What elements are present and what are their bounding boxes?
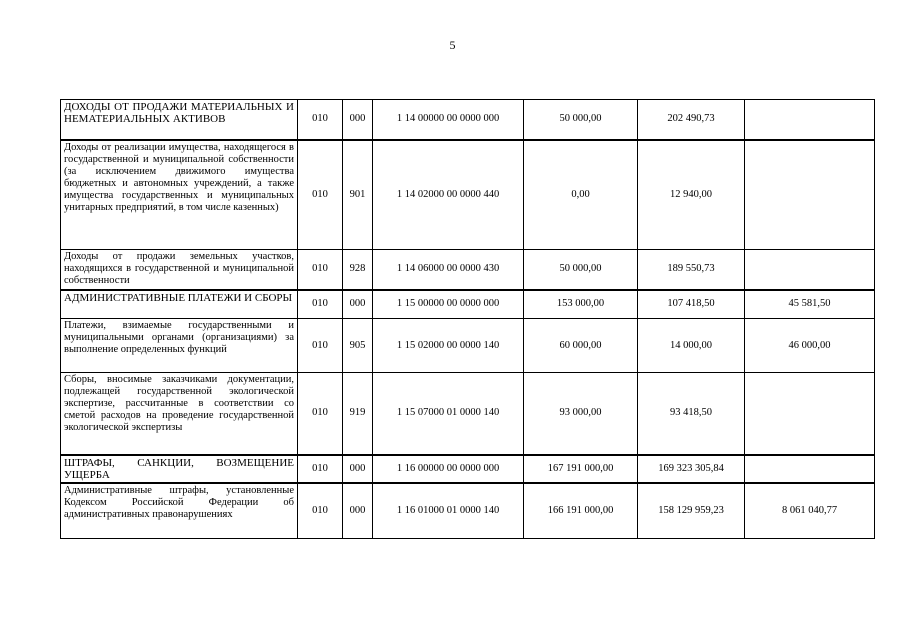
row-actual: 169 323 305,84 <box>638 455 745 483</box>
table-row <box>61 290 875 319</box>
row-code1: 010 <box>298 455 343 483</box>
row-kbk: 1 14 00000 00 0000 000 <box>373 100 524 140</box>
row-actual: 189 550,73 <box>638 250 745 290</box>
row-actual: 93 418,50 <box>638 373 745 455</box>
row-code1: 010 <box>298 140 343 250</box>
row-actual: 158 129 959,23 <box>638 483 745 539</box>
row-remainder <box>745 455 875 483</box>
row-code2: 000 <box>343 455 373 483</box>
row-remainder: 46 000,00 <box>745 319 875 373</box>
table-row <box>61 455 875 483</box>
row-code2: 928 <box>343 250 373 290</box>
row-actual: 107 418,50 <box>638 290 745 319</box>
row-kbk: 1 14 02000 00 0000 440 <box>373 140 524 250</box>
row-plan: 50 000,00 <box>524 100 638 140</box>
row-code2: 901 <box>343 140 373 250</box>
row-code1: 010 <box>298 290 343 319</box>
table-row <box>61 140 875 250</box>
row-actual: 14 000,00 <box>638 319 745 373</box>
row-plan: 0,00 <box>524 140 638 250</box>
table-row <box>61 319 875 373</box>
table-row <box>61 483 875 539</box>
row-plan: 50 000,00 <box>524 250 638 290</box>
row-kbk: 1 15 00000 00 0000 000 <box>373 290 524 319</box>
row-code2: 000 <box>343 290 373 319</box>
row-plan: 60 000,00 <box>524 319 638 373</box>
row-code2: 000 <box>343 483 373 539</box>
row-actual: 202 490,73 <box>638 100 745 140</box>
row-remainder: 45 581,50 <box>745 290 875 319</box>
row-description: Доходы от продажи земельных участков, находящихся в государственной и муниципальной собственности <box>61 250 298 290</box>
row-description: Административные штрафы, установленные Кодексом Российской Федерации об административных правонарушениях <box>61 483 298 539</box>
row-description: Сборы, вносимые заказчиками документации, подлежащей государственной экологической экспертизе, рассчитанные в соответствии со сметой расходов на проведение государственной экологической экспертизы <box>61 373 298 455</box>
revenue-table <box>60 99 875 539</box>
row-kbk: 1 15 07000 01 0000 140 <box>373 373 524 455</box>
row-kbk: 1 14 06000 00 0000 430 <box>373 250 524 290</box>
row-remainder <box>745 140 875 250</box>
row-description: Платежи, взимаемые государственными и муниципальными органами (организациями) за выполнение определенных функций <box>61 319 298 373</box>
row-remainder <box>745 250 875 290</box>
page-number: 5 <box>449 38 456 52</box>
row-remainder: 8 061 040,77 <box>745 483 875 539</box>
row-description: Доходы от реализации имущества, находящегося в государственной и муниципальной собственности (за исключением движимого имущества бюджетных и автономных учреждений, а также имущества государственных и муниципальных унитарных предприятий, в том числе казенных) <box>61 140 298 250</box>
row-code1: 010 <box>298 319 343 373</box>
row-actual: 12 940,00 <box>638 140 745 250</box>
table-row <box>61 373 875 455</box>
row-code2: 000 <box>343 100 373 140</box>
row-plan: 167 191 000,00 <box>524 455 638 483</box>
table-row <box>61 250 875 290</box>
row-description: ДОХОДЫ ОТ ПРОДАЖИ МАТЕРИАЛЬНЫХ И НЕМАТЕРИАЛЬНЫХ АКТИВОВ <box>61 100 298 140</box>
row-code1: 010 <box>298 373 343 455</box>
row-kbk: 1 16 00000 00 0000 000 <box>373 455 524 483</box>
row-description: ШТРАФЫ, САНКЦИИ, ВОЗМЕЩЕНИЕ УЩЕРБА <box>61 455 298 483</box>
row-code1: 010 <box>298 250 343 290</box>
row-remainder <box>745 373 875 455</box>
row-plan: 93 000,00 <box>524 373 638 455</box>
row-kbk: 1 15 02000 00 0000 140 <box>373 319 524 373</box>
row-plan: 166 191 000,00 <box>524 483 638 539</box>
row-code1: 010 <box>298 100 343 140</box>
row-code2: 919 <box>343 373 373 455</box>
row-code1: 010 <box>298 483 343 539</box>
row-kbk: 1 16 01000 01 0000 140 <box>373 483 524 539</box>
table-row <box>61 100 875 140</box>
row-code2: 905 <box>343 319 373 373</box>
row-plan: 153 000,00 <box>524 290 638 319</box>
row-description: АДМИНИСТРАТИВНЫЕ ПЛАТЕЖИ И СБОРЫ <box>61 290 298 319</box>
row-remainder <box>745 100 875 140</box>
